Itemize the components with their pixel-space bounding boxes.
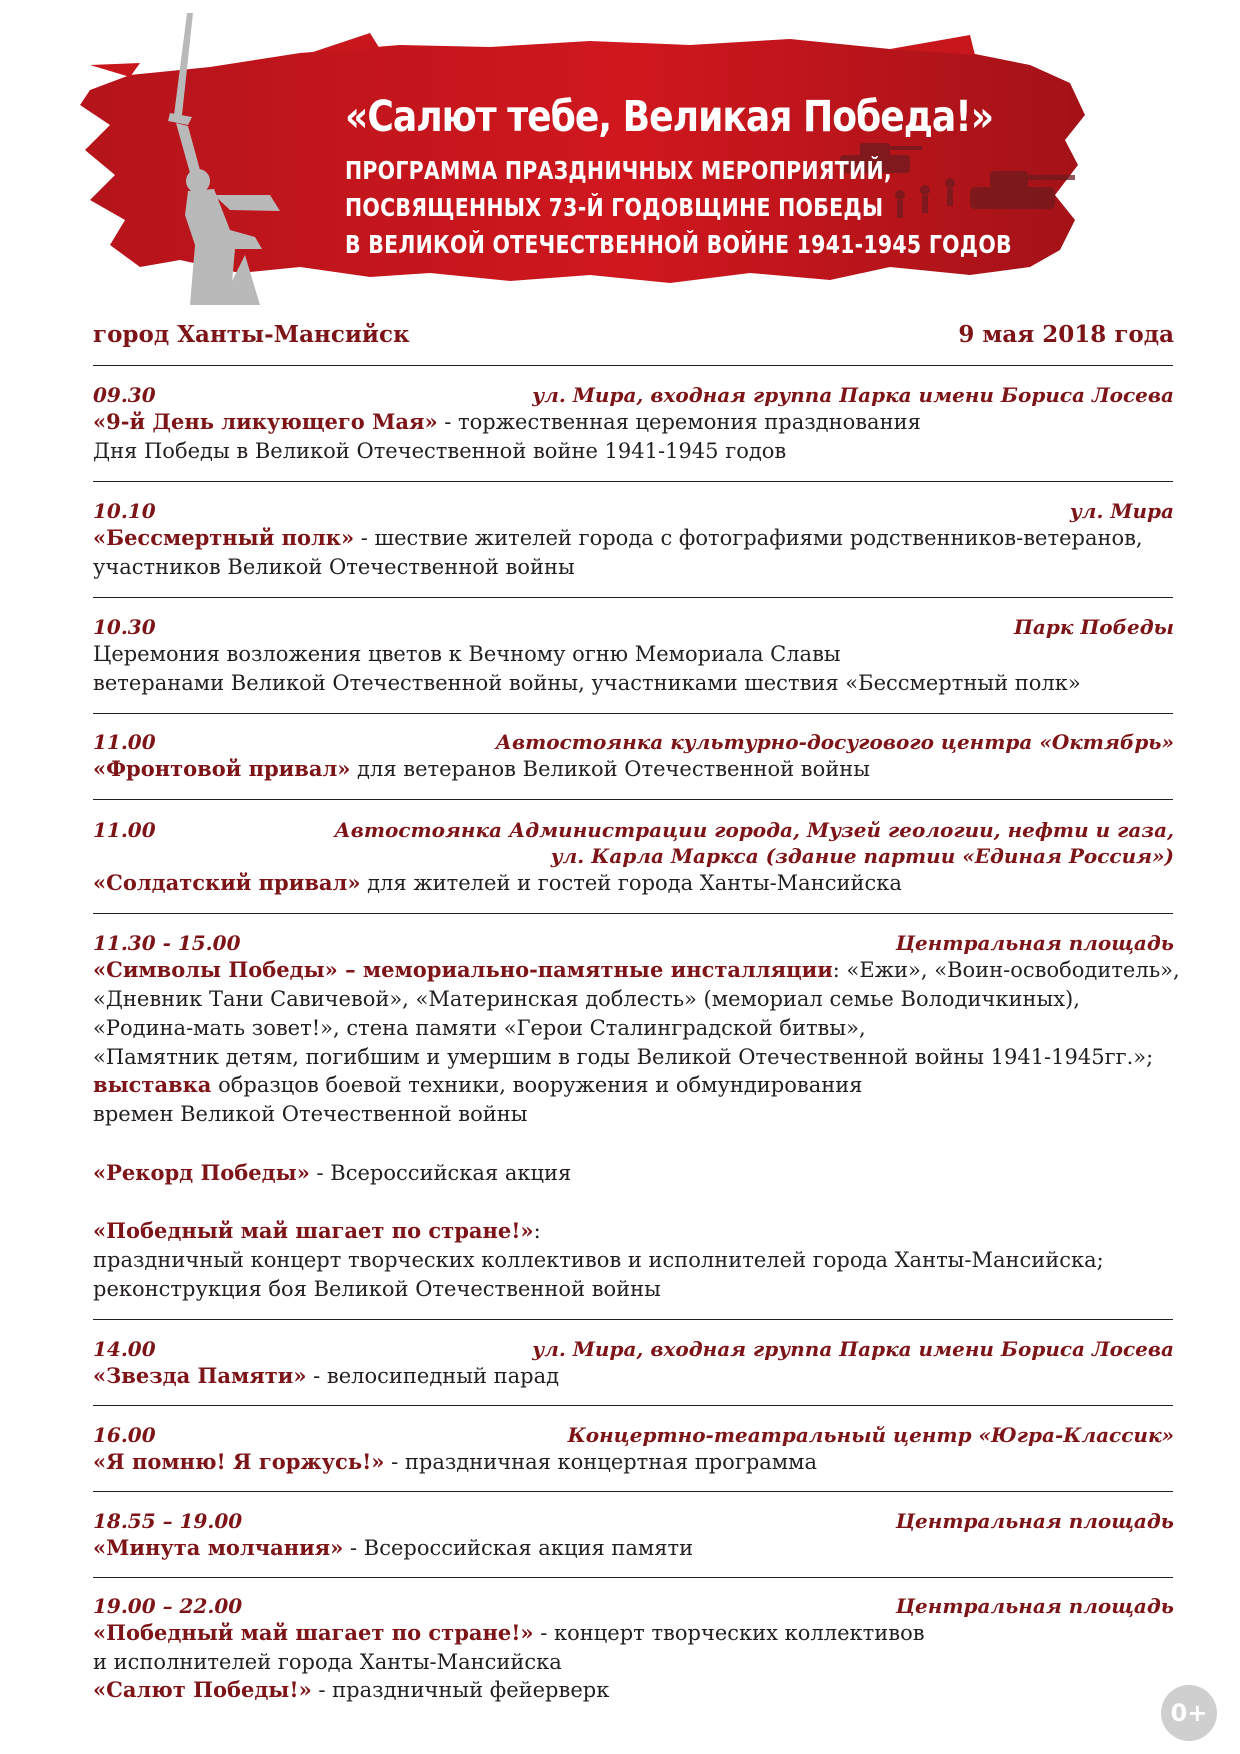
event-description: образцов боевой техники, вооружения и обмундирования (211, 1073, 863, 1097)
event-name: «Фронтовой привал» (93, 756, 351, 781)
event-time: 18.55 – 19.00 (93, 1509, 243, 1533)
event-name: «Рекорд Победы» (93, 1160, 310, 1185)
event-description-line (93, 1044, 1153, 1070)
event-description: реконструкция боя Великой Отечественной войны (93, 1277, 661, 1301)
event-description-line (93, 1535, 693, 1561)
event-description-line (93, 1276, 661, 1302)
event-location: Парк Победы (1014, 615, 1174, 639)
event-description: - велосипедный парад (306, 1364, 560, 1388)
event-description: - праздничный фейерверк (311, 1678, 610, 1702)
event-description-line (93, 756, 870, 782)
event-description: : «Ежи», «Воин-освободитель», (832, 958, 1180, 982)
event-description: праздничный концерт творческих коллективов и исполнителей города Ханты-Мансийска; (93, 1248, 1104, 1272)
event-description: - Всероссийская акция (309, 1161, 572, 1185)
event-description: - праздничная концертная программа (384, 1450, 817, 1474)
section-divider (93, 799, 1173, 800)
event-description: - концерт творческих коллективов (533, 1621, 925, 1645)
event-location: Автостоянка Администрации города, Музей геологии, нефти и газа, (334, 818, 1174, 842)
subtitle-line: В ВЕЛИКОЙ ОТЕЧЕСТВЕННОЙ ВОЙНЕ 1941-1945 ГОДОВ (345, 230, 1012, 259)
event-time: 19.00 – 22.00 (93, 1594, 243, 1618)
event-description-line (93, 1160, 571, 1186)
city-name: город Ханты-Мансийск (93, 321, 410, 348)
event-time: 14.00 (93, 1337, 156, 1361)
event-description: Дня Победы в Великой Отечественной войне 1941-1945 годов (93, 439, 787, 463)
event-description-line (93, 1218, 541, 1244)
event-description-line (93, 957, 1180, 983)
event-time: 10.10 (93, 499, 156, 523)
event-location: ул. Мира, входная группа Парка имени Бориса Лосева (532, 383, 1174, 407)
event-name: «Звезда Памяти» (93, 1363, 307, 1388)
event-location: Центральная площадь (895, 1594, 1174, 1618)
event-description-line (93, 1072, 862, 1098)
event-description-line (93, 986, 1080, 1012)
event-description-line (93, 1649, 562, 1675)
event-date: 9 мая 2018 года (958, 321, 1174, 348)
event-description-line (93, 1015, 866, 1041)
event-location: Автостоянка культурно-досугового центра «Октябрь» (495, 730, 1174, 754)
event-time: 11.00 (93, 730, 156, 754)
event-description: Церемония возложения цветов к Вечному огню Мемориала Славы (93, 642, 841, 666)
section-divider (93, 365, 1173, 366)
event-description-line (93, 554, 575, 580)
event-description-line (93, 1620, 925, 1646)
event-description-line (93, 1101, 527, 1127)
subtitle-line: ПОСВЯЩЕННЫХ 73-Й ГОДОВЩИНЕ ПОБЕДЫ (345, 193, 884, 222)
section-divider (93, 597, 1173, 598)
event-description-line (93, 1363, 559, 1389)
section-divider (93, 1577, 1173, 1578)
event-description: для жителей и гостей города Ханты-Мансийска (360, 871, 902, 895)
event-description: - шествие жителей города с фотографиями родственников-ветеранов, (354, 526, 1143, 550)
event-description: ветеранами Великой Отечественной войны, участниками шествия «Бессмертный полк» (93, 671, 1081, 695)
event-location: Центральная площадь (895, 931, 1174, 955)
event-description-line (93, 438, 786, 464)
event-name: выставка (93, 1072, 212, 1097)
event-description-line (93, 525, 1143, 551)
event-name: «Бессмертный полк» (93, 525, 355, 550)
event-location: ул. Карла Маркса (здание партии «Единая Россия») (550, 844, 1174, 868)
event-description: участников Великой Отечественной войны (93, 555, 575, 579)
event-description: - торжественная церемония празднования (437, 410, 921, 434)
event-description-line (93, 870, 902, 896)
subtitle-line: ПРОГРАММА ПРАЗДНИЧНЫХ МЕРОПРИЯТИЙ, (345, 156, 892, 185)
event-name: «Салют Победы!» (93, 1677, 312, 1702)
event-time: 11.30 - 15.00 (93, 931, 241, 955)
event-description: для ветеранов Великой Отечественной войны (350, 757, 870, 781)
event-location: Концертно-театральный центр «Югра-Классик» (567, 1423, 1174, 1447)
event-description-line (93, 670, 1081, 696)
event-time: 10.30 (93, 615, 156, 639)
event-name: «Победный май шагает по стране!» (93, 1218, 534, 1243)
event-description-line (93, 1449, 817, 1475)
event-location: ул. Мира (1069, 499, 1174, 523)
section-divider (93, 713, 1173, 714)
section-divider (93, 1405, 1173, 1406)
event-name: «Солдатский привал» (93, 870, 361, 895)
event-location: Центральная площадь (895, 1509, 1174, 1533)
event-time: 11.00 (93, 818, 156, 842)
event-name: «Я помню! Я горжусь!» (93, 1449, 385, 1474)
section-divider (93, 1491, 1173, 1492)
event-description-line (93, 641, 841, 667)
event-description-line (93, 1677, 609, 1703)
age-rating-badge: 0+ (1161, 1685, 1217, 1741)
event-description: - Всероссийская акция памяти (343, 1536, 694, 1560)
event-description-line (93, 1247, 1104, 1273)
page-title: «Салют тебе, Великая Победа!» (345, 92, 994, 142)
event-location: ул. Мира, входная группа Парка имени Бориса Лосева (532, 1337, 1174, 1361)
event-name: «9-й День ликующего Мая» (93, 409, 438, 434)
section-divider (93, 913, 1173, 914)
event-description: «Родина-мать зовет!», стена памяти «Герои Сталинградской битвы», (93, 1016, 866, 1040)
event-description: «Памятник детям, погибшим и умершим в годы Великой Отечественной войны 1941-1945гг.»; (93, 1045, 1154, 1069)
event-name: «Минута молчания» (93, 1535, 344, 1560)
event-description-line (93, 409, 921, 435)
section-divider (93, 1319, 1173, 1320)
event-time: 16.00 (93, 1423, 156, 1447)
event-description: и исполнителей города Ханты-Мансийска (93, 1650, 562, 1674)
event-description: «Дневник Тани Савичевой», «Материнская доблесть» (мемориал семье Володичкиных), (93, 987, 1080, 1011)
event-name: «Победный май шагает по стране!» (93, 1620, 534, 1645)
event-time: 09.30 (93, 383, 156, 407)
event-description: : (533, 1219, 541, 1243)
section-divider (93, 481, 1173, 482)
event-name: «Символы Победы» – мемориально-памятные инсталляции (93, 957, 833, 982)
event-description: времен Великой Отечественной войны (93, 1102, 528, 1126)
